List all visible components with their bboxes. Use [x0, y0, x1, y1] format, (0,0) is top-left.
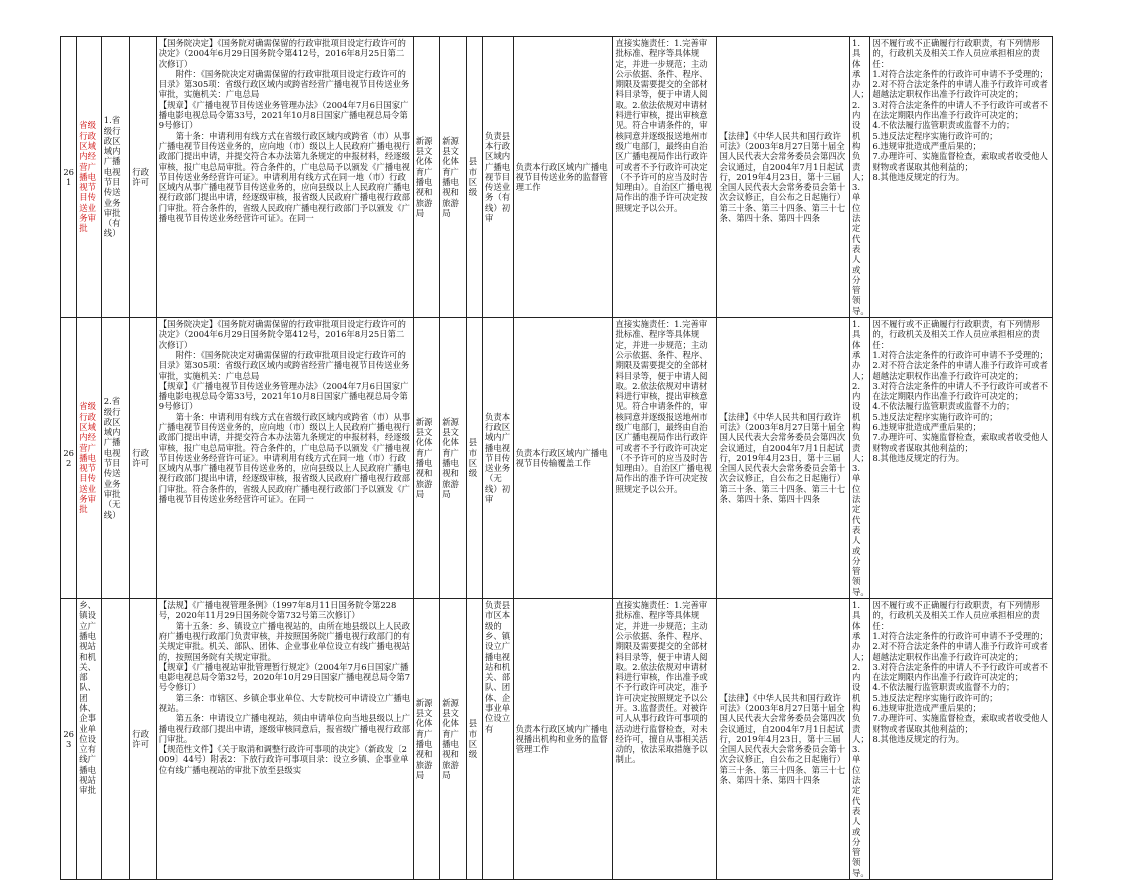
responsibility-text: 直接实施责任：1.完善审批标准、程序等具体规定，并进一步规范；主动公示依据、条件、程序、期限及需要提交的全部材料目录等，便于申请人阅取。2.依法依规对申请材料进行审核，作出准予或不予行政许可决定，准予许可决定按照规定予以公开。3.监督责任。对被许可人从事行政许可事项的活动进行监督检查，对未经许可，擅自从事相关活动的，依法采取措施予以制止。 — [615, 600, 708, 765]
accountability — [870, 37, 1053, 318]
sub-item-name: 1.省级行政区域内广播电视节目传送业务审批（有线） — [101, 37, 130, 318]
table-row — [61, 599, 1053, 880]
accountability-line: 1.对符合法定条件的行政许可申请不予受理的； — [872, 349, 1048, 360]
responsible-subject: 1.具体承办人；2.内设机构负责人；3.单位法定代表人或分管领导。 — [849, 37, 869, 318]
responsibility-law: 【法律】《中华人民共和国行政许可法》（2003年8月27日第十届全国人民代表大会常务委员会第四次会议通过，自2004年7月1日起试行，2019年4月23日，第十三届全国人民代表大会常务委员会第十次会议修正，自公布之日起施行）第三十条、第三十四条、第三十七条、第四十条、第四十四条 — [717, 318, 850, 599]
accountability-line: 3.对符合法定条件的申请人不予行政许可或者不在法定期限内作出准予行政许可决定的； — [872, 380, 1048, 402]
accountability-line: 3.对符合法定条件的申请人不予行政许可或者不在法定期限内作出准予行政许可决定的； — [872, 661, 1048, 683]
basis-paragraph: 第三条：市辖区、乡镇企事业单位、大专院校可申请设立广播电视站。 — [158, 692, 411, 713]
responsible-dept: 新源县文化体育广播电视和旅游局 — [440, 37, 467, 318]
sub-item-name: 2.省级行政区域内广播电视节目传送业务审批（无线） — [101, 318, 130, 599]
accountability-line: 1.对符合法定条件的行政许可申请不予受理的； — [872, 68, 1048, 79]
accountability-line: 4.不依法履行监管职责或监督不力的； — [872, 682, 1015, 693]
responsibility-items — [613, 318, 717, 599]
accountability-line: 5.违反法定程序实施行政许可的； — [872, 692, 998, 703]
duty-description: 负责本行政区域内广播电视节目传送业务的监督管理工作 — [513, 37, 613, 318]
table-row — [61, 318, 1053, 599]
responsibility-items — [613, 37, 717, 318]
accountability-line: 6.违规审批造成严重后果的； — [872, 421, 981, 432]
responsible-dept: 新源县文化体育广播电视和旅游局 — [440, 599, 467, 880]
accountability-line: 5.违反法定程序实施行政许可的； — [872, 130, 998, 141]
responsibility-law: 【法律】《中华人民共和国行政许可法》（2003年8月27日第十届全国人民代表大会常务委员会第四次会议通过，自2004年7月1日起试行，2019年4月23日，第十三届全国人民代表大会常务委员会第十次会议修正，自公布之日起施行）第三十条、第三十四条、第三十七条、第四十条、第四十四条 — [717, 599, 850, 880]
accountability-line: 4.不依法履行监管职责或监督不力的； — [872, 401, 1015, 412]
basis-paragraph: 【国务院决定】《国务院对确需保留的行政审批项目设定行政许可的决定》（2004年6月29日国务院令第412号，2016年8月25日第二次修订） — [158, 319, 406, 350]
duty-description: 负责本行政区域内广播电视播出机构和业务的监督管理工作 — [513, 599, 613, 880]
exercise-level: 县市区级 — [466, 37, 482, 318]
basis-paragraph: 第十五条：乡、镇设立广播电视站的，由所在地县级以上人民政府广播电视行政部门负责审核，并按照国务院广播电视行政部门的有关规定审批。机关、部队、团体、企业事业单位设立有线广播电视站的，按照国务院有关规定审批。 — [158, 620, 411, 662]
exercise-scope — [482, 599, 513, 880]
responsible-dept: 新源县文化体育广播电视和旅游局 — [440, 318, 467, 599]
accountability-line: 2.对不符合法定条件的申请人准予行政许可或者超越法定职权作出准予行政许可决定的； — [872, 360, 1048, 381]
accountability-line: 7.办理许可、实施监督检查，索取或者收受他人财物或者谋取其他利益的； — [872, 151, 1048, 172]
accountability-line: 7.办理许可、实施监督检查，索取或者收受他人财物或者谋取其他利益的； — [872, 713, 1048, 734]
row-number: 261 — [61, 37, 77, 318]
item-type: 行政许可 — [130, 599, 157, 880]
basis-paragraph: 附件：《国务院决定对确需保留的行政审批项目设定行政许可的目录》第305项：省级行政区域内或跨省经营广播电视节目传送业务审批，实施机关：广电总局 — [158, 349, 410, 381]
accountability — [870, 318, 1053, 599]
responsibility-items — [613, 599, 717, 880]
responsibility-text: 直接实施责任：1.完善审批标准、程序等具体规定，并进一步规范；主动公示依据、条件、程序、期限及需要提交的全部材料目录等，便于申请人阅取。2.依法依规对申请材料进行审核，提出审核意见。符合申请条件的，审核同意并逐级报送地州市级广电部门，最终由自治区广播电视局作出行政许可或者不予行政许可决定（不予许可的应当及时告知理由）。自治区广播电视局作出的准予许可决定按照规定予以公开。 — [615, 319, 712, 494]
exercise-scope-text: 负责县市区本级的乡、镇设立广播电视站和机关、部队、团体、企事业单位设立有 — [484, 600, 511, 734]
row-number: 262 — [61, 318, 77, 599]
item-name — [77, 599, 101, 880]
exercise-scope: 负责县本行政区域内广播电视节目传送业务（有线）初审 — [482, 37, 513, 318]
exercise-scope: 负责本行政区域内广播电视节目传送业务（无线）初审 — [482, 318, 513, 599]
item-type: 行政许可 — [130, 37, 157, 318]
accountability-line: 因不履行或不正确履行行政职责，有下列情形的，行政机关及相关工作人员应承担相应的责任： — [872, 38, 1040, 69]
responsible-subject: 1.具体承办人；2.内设机构负责人；3.单位法定代表人或分管领导。 — [849, 318, 869, 599]
accountability-line: 6.违规审批造成严重后果的； — [872, 140, 981, 151]
implementing-dept: 新源县文化体育广播电视和旅游局 — [413, 318, 440, 599]
accountability — [870, 599, 1053, 880]
accountability-line: 因不履行或不正确履行行政职责，有下列情形的，行政机关及相关工作人员应承担相应的责任： — [872, 600, 1040, 631]
accountability-line: 4.不依法履行监管职责或监督不力的； — [872, 120, 1015, 131]
item-name: 省级行政区域内经营广播电视节目传送业务审批 — [77, 37, 101, 318]
accountability-line: 8.其他违反规定的行为。 — [872, 452, 965, 463]
item-name-text: 乡、镇设立广播电视站和机关、部队、团体、企事业单位设立有线广播电视站审批 — [79, 600, 97, 796]
basis-paragraph: 第五条：申请设立广播电视站，须由申请单位向当地县级以上广播电视行政部门提出申请，逐级审核同意后，报省级广播电视行政部门审批。 — [158, 713, 411, 744]
responsibility-text: 直接实施责任：1.完善审批标准、程序等具体规定，并进一步规范；主动公示依据、条件、程序、期限及需要提交的全部材料目录等，便于申请人阅取。2.依法依规对申请材料进行审核，提出审核意见。符合申请条件的，审核同意并逐级报送地州市级广电部门，最终由自治区广播电视局作出行政许可或者不予行政许可决定（不予许可的应当及时告知理由）。自治区广播电视局作出的准予许可决定按照规定予以公开。 — [615, 38, 712, 213]
responsible-subject: 1.具体承办人；2.内设机构负责人；3.单位法定代表人或分管领导。 — [849, 599, 869, 880]
table-row — [61, 37, 1053, 318]
responsibility-law: 【法律】《中华人民共和国行政许可法》（2003年8月27日第十届全国人民代表大会常务委员会第四次会议通过，自2004年7月1日起试行，2019年4月23日，第十三届全国人民代表大会常务委员会第十次会议修正，自公布之日起施行）第三十条、第三十四条、第三十七条、第四十条、第四十四条 — [717, 37, 850, 318]
accountability-line: 8.其他违反规定的行为。 — [872, 733, 965, 744]
accountability-line: 3.对符合法定条件的申请人不予行政许可或者不在法定期限内作出准予行政许可决定的； — [872, 99, 1048, 121]
row-number: 263 — [61, 599, 77, 880]
legal-basis — [156, 599, 413, 880]
basis-paragraph: 【规章】《广播电视节目传送业务管理办法》（2004年7月6日国家广播电影电视总局令第33号，2021年10月8日国家广播电视总局令第9号修订） — [158, 99, 409, 131]
basis-paragraph: 【规范性文件】《关于取消和调整行政许可事项的决定》（新政发〔2009〕44号）附表2：下放行政许可事项目录：设立乡镇、企事业单位有线广播电视站的审批下放至县级实 — [158, 744, 409, 775]
accountability-line: 2.对不符合法定条件的申请人准予行政许可或者超越法定职权作出准予行政许可决定的； — [872, 79, 1048, 100]
accountability-line: 5.违反法定程序实施行政许可的； — [872, 411, 998, 422]
basis-paragraph: 【国务院决定】《国务院对确需保留的行政审批项目设定行政许可的决定》（2004年6月29日国务院令第412号，2016年8月25日第二次修订） — [158, 38, 406, 69]
basis-paragraph: 第十条：申请利用有线方式在省级行政区域内或跨省（市）从事广播电视节目传送业务的，应向地（市）级以上人民政府广播电视行政部门提出申请，并提交符合本办法第九条规定的申报材料，经逐级审核，报广电总局审批。符合条件的，广电总局予以颁发《广播电视节目传送业务经营许可证》。申请利用有线方式在同一地（市）行政区域内从事广播电视节目传送业务的，应向县级以上人民政府广播电视行政部门提出申请，经逐级审核，报省级人民政府广播电视行政部门审批。符合条件的，省级人民政府广播电视行政部门予以颁发《广播电视节目传送业务经营许可证》。在同一 — [158, 411, 411, 505]
accountability-line: 2.对不符合法定条件的申请人准予行政许可或者超越法定职权作出准予行政许可决定的； — [872, 641, 1048, 662]
exercise-level: 县市区级 — [466, 599, 482, 880]
legal-basis — [156, 318, 413, 599]
accountability-line: 1.对符合法定条件的行政许可申请不予受理的； — [872, 630, 1048, 641]
basis-paragraph: 【规章】《广播电视节目传送业务管理办法》（2004年7月6日国家广播电影电视总局令第33号，2021年10月8日国家广播电视总局令第9号修订） — [158, 380, 409, 412]
implementing-dept: 新源县文化体育广播电视和旅游局 — [413, 37, 440, 318]
power-list-table — [60, 36, 1053, 880]
item-type: 行政许可 — [130, 318, 157, 599]
accountability-line: 7.办理许可、实施监督检查，索取或者收受他人财物或者谋取其他利益的； — [872, 432, 1048, 453]
legal-basis — [156, 37, 413, 318]
accountability-line: 因不履行或不正确履行行政职责，有下列情形的，行政机关及相关工作人员应承担相应的责任： — [872, 319, 1040, 350]
item-name: 省级行政区域内经营广播电视节目传送业务审批 — [77, 318, 101, 599]
basis-paragraph: 第十条：申请利用有线方式在省级行政区域内或跨省（市）从事广播电视节目传送业务的，应向地（市）级以上人民政府广播电视行政部门提出申请，并提交符合本办法第九条规定的申报材料，经逐级审核，报广电总局审批。符合条件的，广电总局予以颁发《广播电视节目传送业务经营许可证》。申请利用有线方式在同一地（市）行政区域内从事广播电视节目传送业务的，应向县级以上人民政府广播电视行政部门提出申请，经逐级审核，报省级人民政府广播电视行政部门审批。符合条件的，省级人民政府广播电视行政部门予以颁发《广播电视节目传送业务经营许可证》。在同一 — [158, 130, 411, 224]
sub-item-name — [101, 599, 130, 880]
accountability-line: 6.违规审批造成严重后果的； — [872, 703, 981, 713]
basis-paragraph: 【规章】《广播电视站审批管理暂行规定》（2004年7月6日国家广播电影电视总局令第32号，2020年10月29日国家广播电视总局令第7号令修订） — [158, 661, 411, 693]
duty-description: 负责本行政区域内广播电视节目传输覆盖工作 — [513, 318, 613, 599]
implementing-dept: 新源县文化体育广播电视和旅游局 — [413, 599, 440, 880]
basis-paragraph: 附件：《国务院决定对确需保留的行政审批项目设定行政许可的目录》第305项：省级行政区域内或跨省经营广播电视节目传送业务审批，实施机关：广电总局 — [158, 68, 410, 100]
accountability-line: 8.其他违反规定的行为。 — [872, 171, 965, 182]
exercise-level: 县市区级 — [466, 318, 482, 599]
basis-paragraph: 【法规】《广播电视管理条例》（1997年8月11日国务院令第228号，2020年11月29日国务院令第732号第三次修订） — [158, 600, 397, 621]
